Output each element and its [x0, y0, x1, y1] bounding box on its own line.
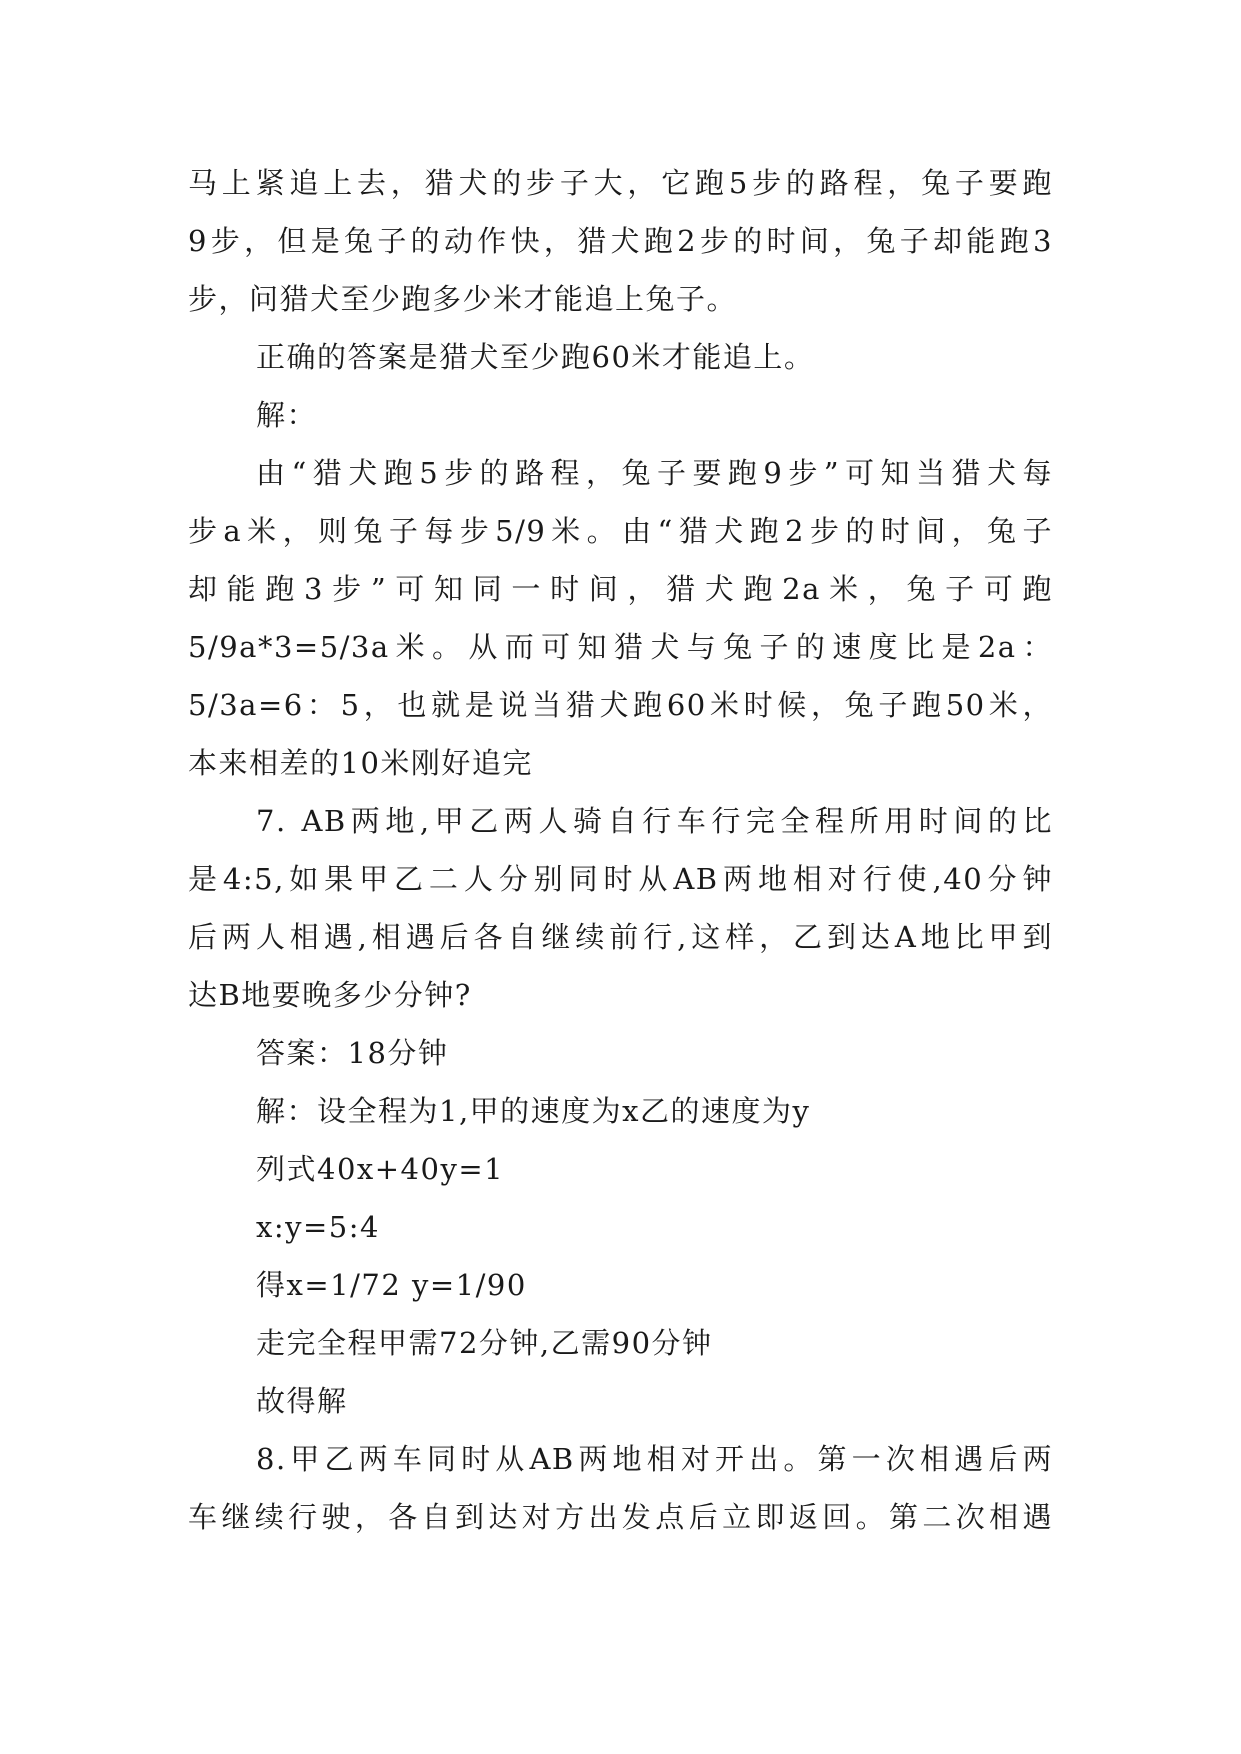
text-line: 走完全程甲需72分钟,乙需90分钟 [256, 1326, 713, 1360]
text-line: 是4:5,如果甲乙二人分别同时从AB两地相对行使,40分钟 [188, 862, 1053, 896]
text-line: 得x=1/72 y=1/90 [256, 1268, 527, 1302]
text-line: 列式40x+40y=1 [256, 1152, 505, 1186]
text-line: 正确的答案是猎犬至少跑60米才能追上。 [256, 340, 815, 374]
text-line: 9步，但是兔子的动作快，猎犬跑2步的时间，兔子却能跑3 [188, 224, 1053, 258]
text-line: 达B地要晚多少分钟? [188, 978, 472, 1012]
text-line: 马上紧追上去，猎犬的步子大，它跑5步的路程，兔子要跑 [188, 166, 1053, 200]
text-line: 解：设全程为1,甲的速度为x乙的速度为y [256, 1094, 811, 1128]
text-line: 步a米，则兔子每步5/9米。由“猎犬跑2步的时间，兔子 [188, 514, 1053, 548]
text-line: 答案：18分钟 [256, 1036, 449, 1070]
text-line: 5/3a=6：5，也就是说当猎犬跑60米时候，兔子跑50米， [188, 688, 1053, 722]
text-line: 却能跑3步”可知同一时间，猎犬跑2a米，兔子可跑 [188, 572, 1053, 606]
text-line: 5/9a*3=5/3a米。从而可知猎犬与兔子的速度比是2a： [188, 630, 1053, 664]
text-line: 解： [256, 398, 318, 432]
text-line: 步，问猎犬至少跑多少米才能追上兔子。 [188, 282, 738, 316]
text-line: 由“猎犬跑5步的路程，兔子要跑9步”可知当猎犬每 [256, 456, 1053, 490]
text-line: x:y=5:4 [256, 1210, 380, 1244]
text-line: 7. AB两地,甲乙两人骑自行车行完全程所用时间的比 [256, 804, 1053, 838]
text-line: 本来相差的10米刚好追完 [188, 746, 533, 780]
text-line: 后两人相遇,相遇后各自继续前行,这样，乙到达A地比甲到 [188, 920, 1053, 954]
text-line: 车继续行驶，各自到达对方出发点后立即返回。第二次相遇 [188, 1500, 1053, 1534]
text-line: 8.甲乙两车同时从AB两地相对开出。第一次相遇后两 [256, 1442, 1053, 1476]
text-line: 故得解 [256, 1384, 348, 1418]
